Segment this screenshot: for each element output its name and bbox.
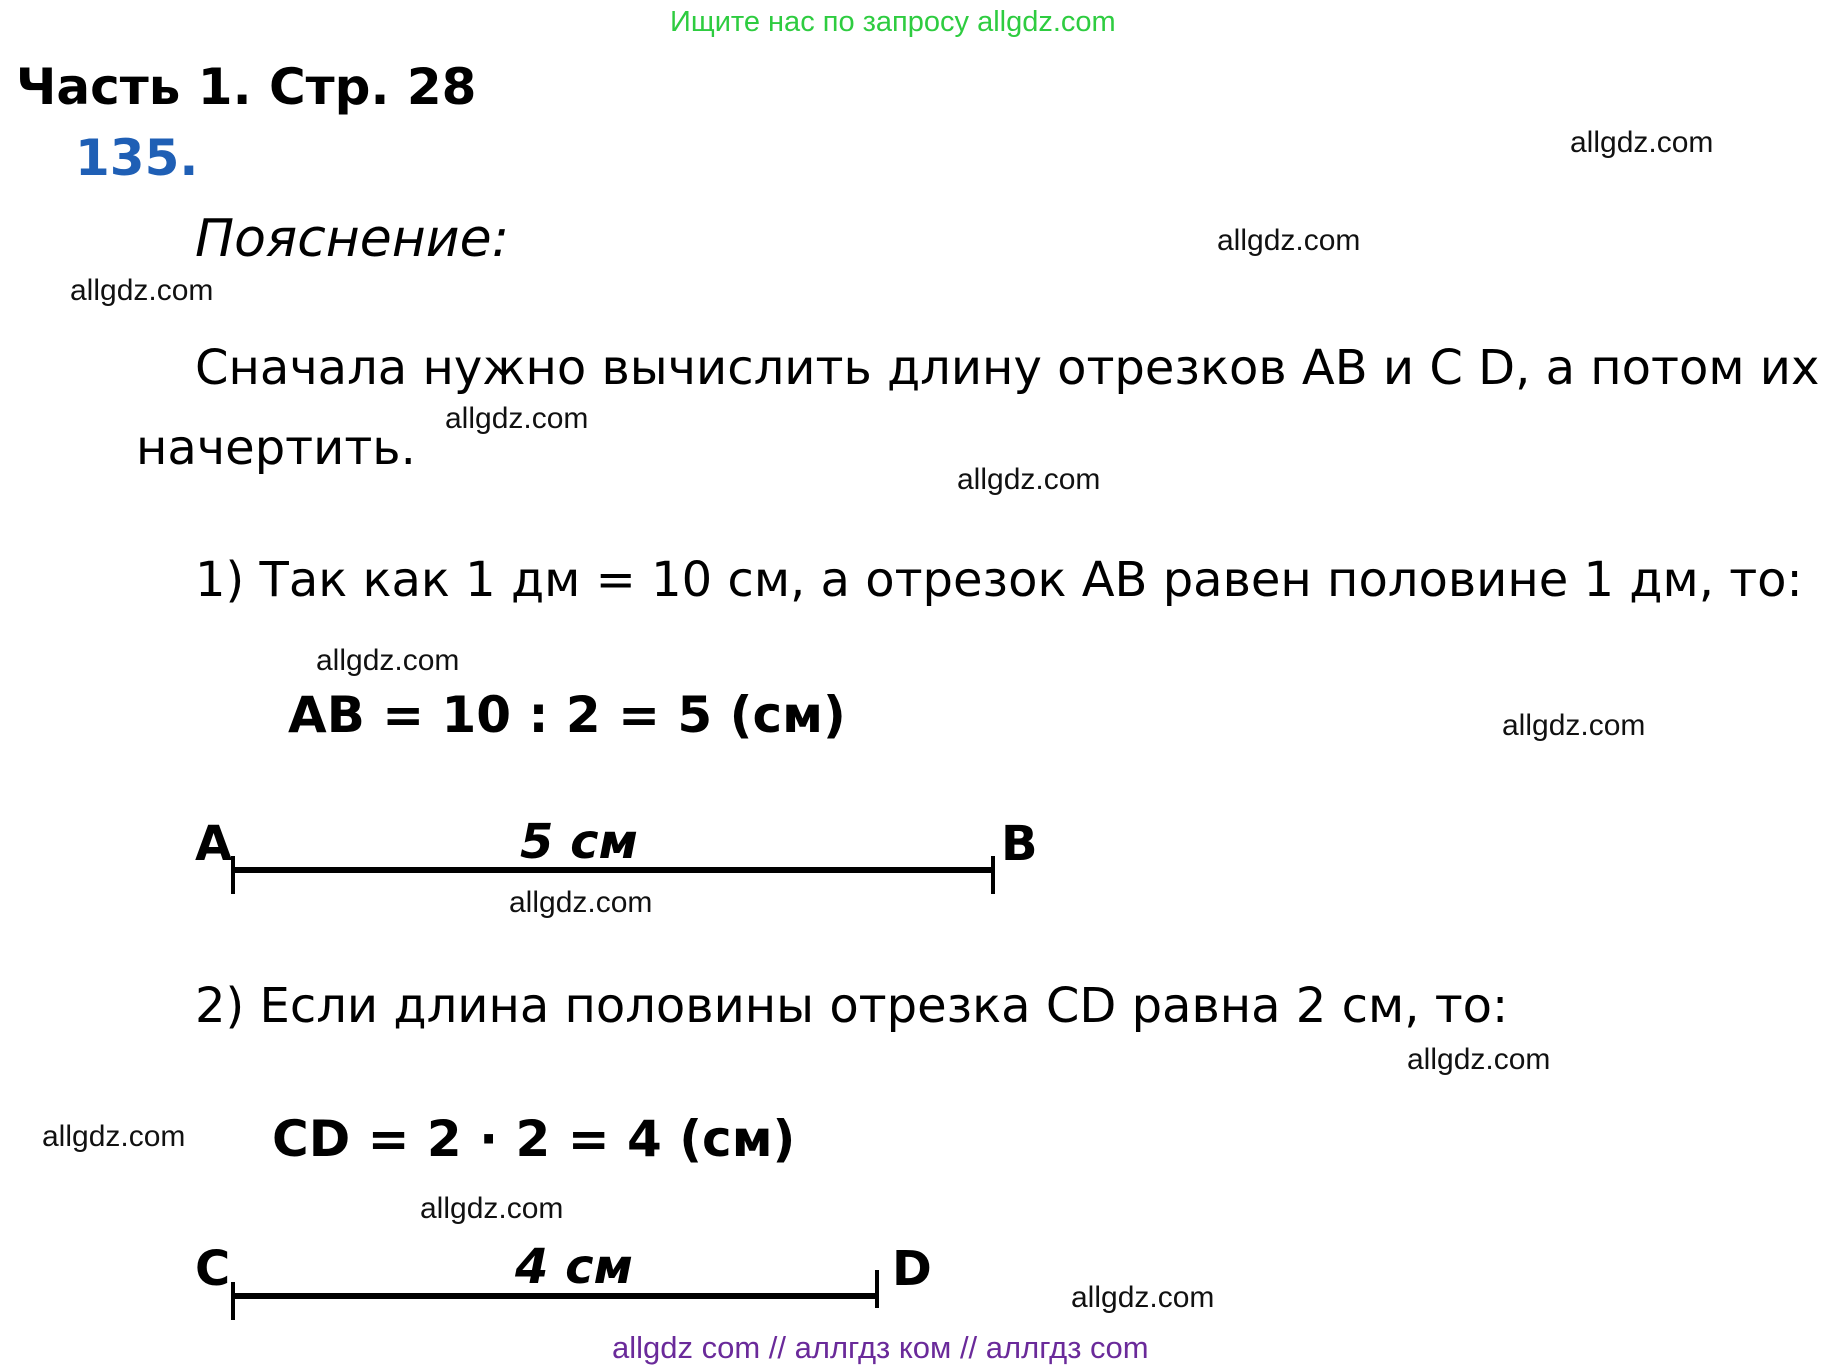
watermark: allgdz.com (445, 402, 589, 435)
watermark: allgdz.com (509, 886, 653, 919)
top-banner: Ищите нас по запросу allgdz.com (670, 6, 1116, 38)
watermark: allgdz.com (420, 1192, 564, 1225)
watermark: allgdz.com (1570, 126, 1714, 159)
segment-ab-length-label: 5 см (520, 814, 638, 870)
watermark: allgdz.com (1502, 709, 1646, 742)
step1-text: 1) Так как 1 дм = 10 см, а отрезок АВ равен половине 1 дм, то: (195, 552, 1803, 608)
segment-ab-start-label: А (195, 816, 233, 872)
part-title: Часть 1. Стр. 28 (16, 58, 477, 116)
watermark: allgdz.com (42, 1120, 186, 1153)
segment-cd-length-label: 4 см (515, 1239, 633, 1295)
explanation-line-1: Сначала нужно вычислить длину отрезков АВ и С D, а потом их (195, 340, 1820, 396)
watermark: allgdz.com (1217, 224, 1361, 257)
watermark: allgdz.com (316, 644, 460, 677)
segment-ab-end-label: B (1001, 816, 1038, 872)
segment-cd-end-label: D (892, 1241, 932, 1297)
watermark: allgdz.com (1407, 1043, 1551, 1076)
watermark: allgdz.com (1071, 1281, 1215, 1314)
step2-formula: СD = 2 · 2 = 4 (см) (272, 1110, 796, 1168)
step2-text: 2) Если длина половины отрезка СD равна 2 см, то: (195, 978, 1509, 1034)
watermark: allgdz.com (70, 274, 214, 307)
watermark: allgdz.com (957, 463, 1101, 496)
task-number: 135. (75, 129, 199, 187)
segment-cd-start-label: С (195, 1241, 231, 1297)
explanation-label: Пояснение: (195, 209, 510, 269)
step1-formula: АВ = 10 : 2 = 5 (см) (288, 686, 846, 744)
explanation-line-2: начертить. (136, 420, 416, 476)
footer-watermark: allgdz com // аллгдз ком // аллгдз com (612, 1330, 1149, 1365)
